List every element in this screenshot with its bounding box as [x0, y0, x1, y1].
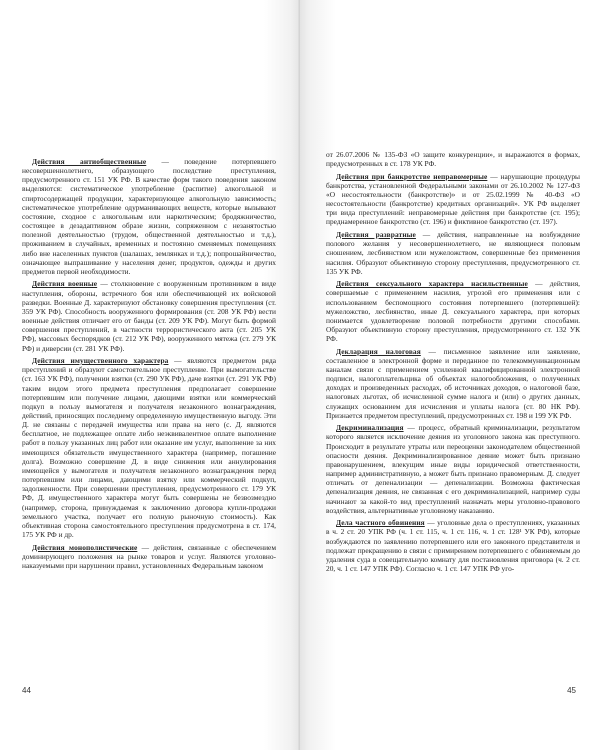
page-number-left: 44: [22, 686, 31, 695]
entry-term: Действия развратные: [336, 230, 416, 240]
entry-paragraph: [22, 157, 276, 276]
entry-term: Действия антиобщественные: [32, 157, 147, 166]
entry-definition: — действия, совершаемые с применением насилия, угрозой его применения или с использованием беспомощного состояния потерпевшего (потерпевшей): мужеложство, лесбиянство, иные Д. сексуального характера, при которых понимается удовлетворение половой потребности другими способами. Образуют объективную сторону преступления, предусмотренного ст. 132 УК РФ.: [326, 279, 580, 344]
entry-definition: — действия, связанные с обеспечением доминирующего положения на рынке товаров и услуг. Являются уголовно-наказуемыми при нарушении правил, установленных Федеральным законом: [22, 542, 276, 570]
entry-paragraph: [326, 518, 580, 573]
entry-paragraph: [22, 279, 276, 352]
right-page: [300, 0, 600, 750]
entry-definition: — письменное заявление или заявление, составленное в электронной форме и переданное по телекоммуникационным каналам связи с применением усиленной квалифицированной электронной подписи, налогоплательщика об объектах налогообложения, о полученных доходах и произведенных расходах, об источниках доходов, о налоговой базе, налоговых льготах, об исчисленной сумме налога и (или) о других данных, служащих основанием для исчисления и уплаты налога (ст. 80 НК РФ). Признается предметом преступлений, предусмотренных ст. 198 и 199 УК РФ.: [326, 346, 581, 420]
entry-continuation: [326, 150, 580, 168]
entry-term: Дела частного обвинения: [336, 518, 425, 528]
entry-term: Декларация налоговая: [336, 346, 421, 356]
entry-definition: от 26.07.2006 № 135-ФЗ «О защите конкуренции», и выражаются в формах, предусмотренных в ст. 178 УК РФ.: [326, 150, 580, 169]
entry-definition: — являются предметом ряда преступлений и образуют самостоятельное преступление. При вымогательстве (ст. 163 УК РФ), получении взятки (ст. 290 УК РФ), даче взятки (ст. 291 УК РФ) таким видом этого предмета преступления предполагает совершение потерпевшим или получение лицами, дающими взятки или коммерческий подкуп в пользу вымогателя и получателя незаконного вознаграждения, действий, приносящих последнему определенную имущественную выгоду. Эти Д. не связаны с передачей имущества или права на него (с. Д. являются бесплатное, не подлежащее оплате либо неэквивалентное оплате выполнение работ в пользу указанных лиц работ или оказание им услуг, выполнение за них имеющихся обязательств имущественного характера (например, погашение долга). Возможно совершение Д. в виде снижения или аннулирования имеющейся у вымогателя и получателя незаконного вознаграждения перед потерпевшим или лицами, дающими взятку или коммерческий подкуп, задолженности. При совершении преступления, предусмотренного ст. 179 УК РФ, Д. имущественного характера могут быть совершены не безвозмездно (например, сторона, принуждаемая к заключению договора купли-продажи земельного участка, получает его полную рыночную стоимость). Как объективная сторона самостоятельного преступления предусмотрена в ст. 174, 175 УК РФ и др.: [22, 356, 276, 540]
entry-term: Декриминализация: [336, 423, 404, 433]
entry-paragraph: [22, 543, 276, 570]
entry-paragraph: [326, 423, 580, 515]
entry-term: Действия военные: [32, 279, 98, 289]
entry-term: Действия имущественного характера: [32, 356, 169, 366]
entry-definition: — поведение потерпевшего несовершеннолетнего, образующего последствие преступления, предусмотренного ст. 151 УК РФ. В качестве форм такого поведения законом выделяются: систематическое употребление (распитие) алкогольной и спиртосодержащей продукции, характеризующее алкогольную зависимость; систематическое употребление одурманивающих веществ, которые вызывают состояние, сходное с алкогольным или наркотическим; бродяжничество, состоящее в дезадаптивном образе жизни, сопряженном с незанятостью полезной деятельностью (трудом, общественной деятельностью и т.д.), проживанием в случайных, временных и постоянно сменяемых помещениях либо вне населенных пунктов (шалашах, землянках и т.д.); попрошайничество, означающее выпрашивание у населения денег, продуктов, одежды и других предметов первой необходимости.: [22, 157, 276, 276]
entry-definition: — уголовные дела о преступлениях, указанных в ч. 2 ст. 20 УПК РФ (ч. 1 ст. 115, ч. 1 ст. 116, ч. 1 ст. 128¹ УК РФ), которые возбуждаются по заявлению потерпевшего или его законного представителя и подлежат прекращению в связи с примирением потерпевшего с обвиняемым до удаления суда в совещательную комнату для постановления приговора (ч. 2 ст. 20, ч. 1 ст. 147 УПК РФ). Согласно ч. 1 ст. 147 УПК РФ уго-: [326, 518, 580, 574]
entry-term: Действия сексуального характера насильственные: [336, 279, 528, 289]
entry-term: Действия монополистические: [32, 542, 138, 552]
entry-paragraph: [326, 279, 580, 343]
entry-paragraph: [326, 230, 580, 276]
page-number-right: 45: [567, 686, 576, 695]
entry-paragraph: [326, 172, 580, 227]
entry-term: Действия при банкротстве неправомерные: [336, 171, 488, 181]
entry-paragraph: [326, 347, 580, 420]
entry-definition: — действия, направленные на возбуждение полового желания у несовершеннолетнего, не являющиеся половым сношением, лесбиянством или мужеложством, совершенные без применения насилия. Образуют объективную сторону преступления, предусмотренного ст. 135 УК РФ.: [326, 230, 580, 276]
entry-paragraph: [22, 356, 276, 539]
right-page-text: [326, 150, 580, 577]
entry-definition: — нарушающие процедуры банкротства, установленной Федеральными законами от 26.10.2002 № 127-ФЗ «О несостоятельности (банкротстве)» и от 25.02.1999 № 40-ФЗ «О несостоятельности (банкротстве) кредитных организаций». УК РФ выделяет три вида преступлений: неправомерные действия при банкротстве (ст. 195); преднамеренное банкротство (ст. 196) и фиктивное банкротство (ст. 197).: [326, 171, 580, 227]
left-page-text: [22, 157, 276, 573]
entry-definition: — процесс, обратный криминализации, результатом которого является исключение деяния из уголовного закона как преступного. Происходит в результате утраты или переоценки законодателем общественной опасности деяния. Декриминализированное деяние может быть признано правонарушением, влекущим иные виды юридической ответственности, например административную, а может быть признано правомерным. Д. следует отличать от депенализации — депенализации. Возможна фактическая депенализация деяния, не связанная с его декриминализацией, например суды начинают за какой-то вид преступлений назначать меры уголовно-правового воздействия, альтернативные уголовному наказанию.: [326, 423, 580, 515]
entry-definition: — столкновение с вооруженным противником в виде наступления, обороны, встречного боя или обеспечивающей их войсковой разведки. Военные Д. характеризуют обстановку совершения преступления (ст. 359 УК РФ). Способность вооруженного формирования (ст. 208 УК РФ) вести военные действия отличает его от банды (ст. 209 УК РФ). Могут быть формой совершения преступлений, в частности террористического акта (ст. 205 УК РФ), массовых беспорядков (ст. 212 УК РФ), вооруженного мятежа (ст. 279 УК РФ) и диверсии (ст. 281 УК РФ).: [22, 279, 276, 353]
